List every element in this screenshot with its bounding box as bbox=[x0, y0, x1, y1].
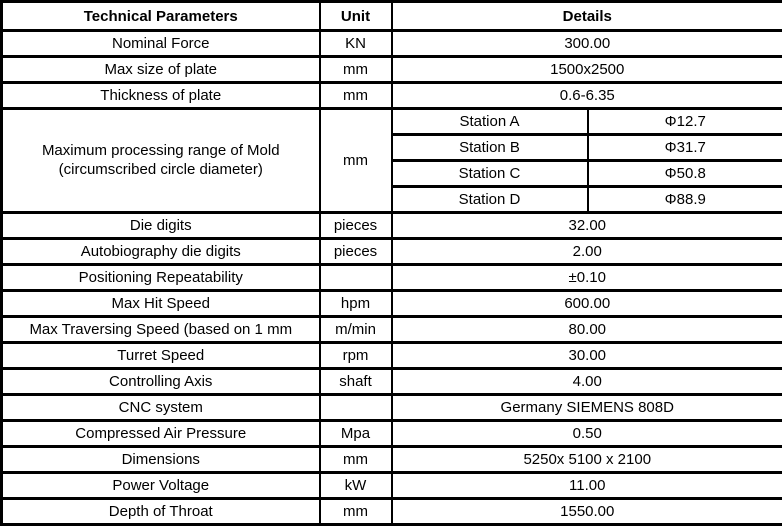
param-cell: Controlling Axis bbox=[2, 369, 320, 395]
unit-cell: KN bbox=[320, 31, 392, 57]
table-row bbox=[2, 317, 782, 343]
station-value-cell: Φ31.7 bbox=[588, 135, 782, 161]
unit-cell: mm bbox=[320, 447, 392, 473]
value-cell: 300.00 bbox=[392, 31, 782, 57]
station-label-cell: Station D bbox=[392, 187, 588, 213]
mold-param-line1: Maximum processing range of Mold bbox=[5, 142, 317, 161]
unit-cell bbox=[320, 395, 392, 421]
value-cell: 11.00 bbox=[392, 473, 782, 499]
table-row bbox=[2, 473, 782, 499]
unit-cell: pieces bbox=[320, 213, 392, 239]
table-row bbox=[2, 239, 782, 265]
param-cell: Turret Speed bbox=[2, 343, 320, 369]
station-value-cell: Φ12.7 bbox=[588, 109, 782, 135]
table-row bbox=[2, 265, 782, 291]
param-cell: Max Traversing Speed (based on 1 mm bbox=[2, 317, 320, 343]
table-row bbox=[2, 213, 782, 239]
value-cell: 0.6-6.35 bbox=[392, 83, 782, 109]
param-cell: Depth of Throat bbox=[2, 499, 320, 525]
table-row bbox=[2, 343, 782, 369]
value-cell: 2.00 bbox=[392, 239, 782, 265]
value-cell: 1500x2500 bbox=[392, 57, 782, 83]
header-unit: Unit bbox=[320, 2, 392, 31]
table-row bbox=[2, 421, 782, 447]
table-row bbox=[2, 395, 782, 421]
unit-cell: mm bbox=[320, 499, 392, 525]
value-cell: 600.00 bbox=[392, 291, 782, 317]
param-cell: Dimensions bbox=[2, 447, 320, 473]
param-cell: Positioning Repeatability bbox=[2, 265, 320, 291]
value-cell: 30.00 bbox=[392, 343, 782, 369]
station-label-cell: Station C bbox=[392, 161, 588, 187]
param-cell: CNC system bbox=[2, 395, 320, 421]
unit-cell: rpm bbox=[320, 343, 392, 369]
mold-param-line2: (circumscribed circle diameter) bbox=[5, 161, 317, 180]
param-cell: Autobiography die digits bbox=[2, 239, 320, 265]
param-cell: Compressed Air Pressure bbox=[2, 421, 320, 447]
station-value-cell: Φ88.9 bbox=[588, 187, 782, 213]
unit-cell: shaft bbox=[320, 369, 392, 395]
table-row bbox=[2, 499, 782, 525]
station-value-cell: Φ50.8 bbox=[588, 161, 782, 187]
station-label-cell: Station B bbox=[392, 135, 588, 161]
unit-cell: m/min bbox=[320, 317, 392, 343]
table-row bbox=[2, 57, 782, 83]
param-cell: Power Voltage bbox=[2, 473, 320, 499]
unit-cell: hpm bbox=[320, 291, 392, 317]
param-cell-mold bbox=[2, 109, 320, 213]
table-row-mold bbox=[2, 109, 782, 135]
unit-cell-mold: mm bbox=[320, 109, 392, 213]
param-cell: Die digits bbox=[2, 213, 320, 239]
table-row bbox=[2, 31, 782, 57]
param-cell: Thickness of plate bbox=[2, 83, 320, 109]
unit-cell: mm bbox=[320, 83, 392, 109]
value-cell: 32.00 bbox=[392, 213, 782, 239]
unit-cell bbox=[320, 265, 392, 291]
value-cell: Germany SIEMENS 808D bbox=[392, 395, 782, 421]
table-row bbox=[2, 291, 782, 317]
unit-cell: kW bbox=[320, 473, 392, 499]
unit-cell: Mpa bbox=[320, 421, 392, 447]
table-row bbox=[2, 447, 782, 473]
table-header-row bbox=[2, 2, 782, 31]
value-cell: 1550.00 bbox=[392, 499, 782, 525]
header-details: Details bbox=[392, 2, 782, 31]
table-row bbox=[2, 369, 782, 395]
station-label-cell: Station A bbox=[392, 109, 588, 135]
value-cell: 4.00 bbox=[392, 369, 782, 395]
header-technical-parameters: Technical Parameters bbox=[2, 2, 320, 31]
value-cell: 0.50 bbox=[392, 421, 782, 447]
value-cell: 80.00 bbox=[392, 317, 782, 343]
param-cell: Max size of plate bbox=[2, 57, 320, 83]
param-cell: Nominal Force bbox=[2, 31, 320, 57]
param-cell: Max Hit Speed bbox=[2, 291, 320, 317]
table-row bbox=[2, 83, 782, 109]
unit-cell: pieces bbox=[320, 239, 392, 265]
value-cell: 5250x 5100 x 2100 bbox=[392, 447, 782, 473]
value-cell: ±0.10 bbox=[392, 265, 782, 291]
unit-cell: mm bbox=[320, 57, 392, 83]
